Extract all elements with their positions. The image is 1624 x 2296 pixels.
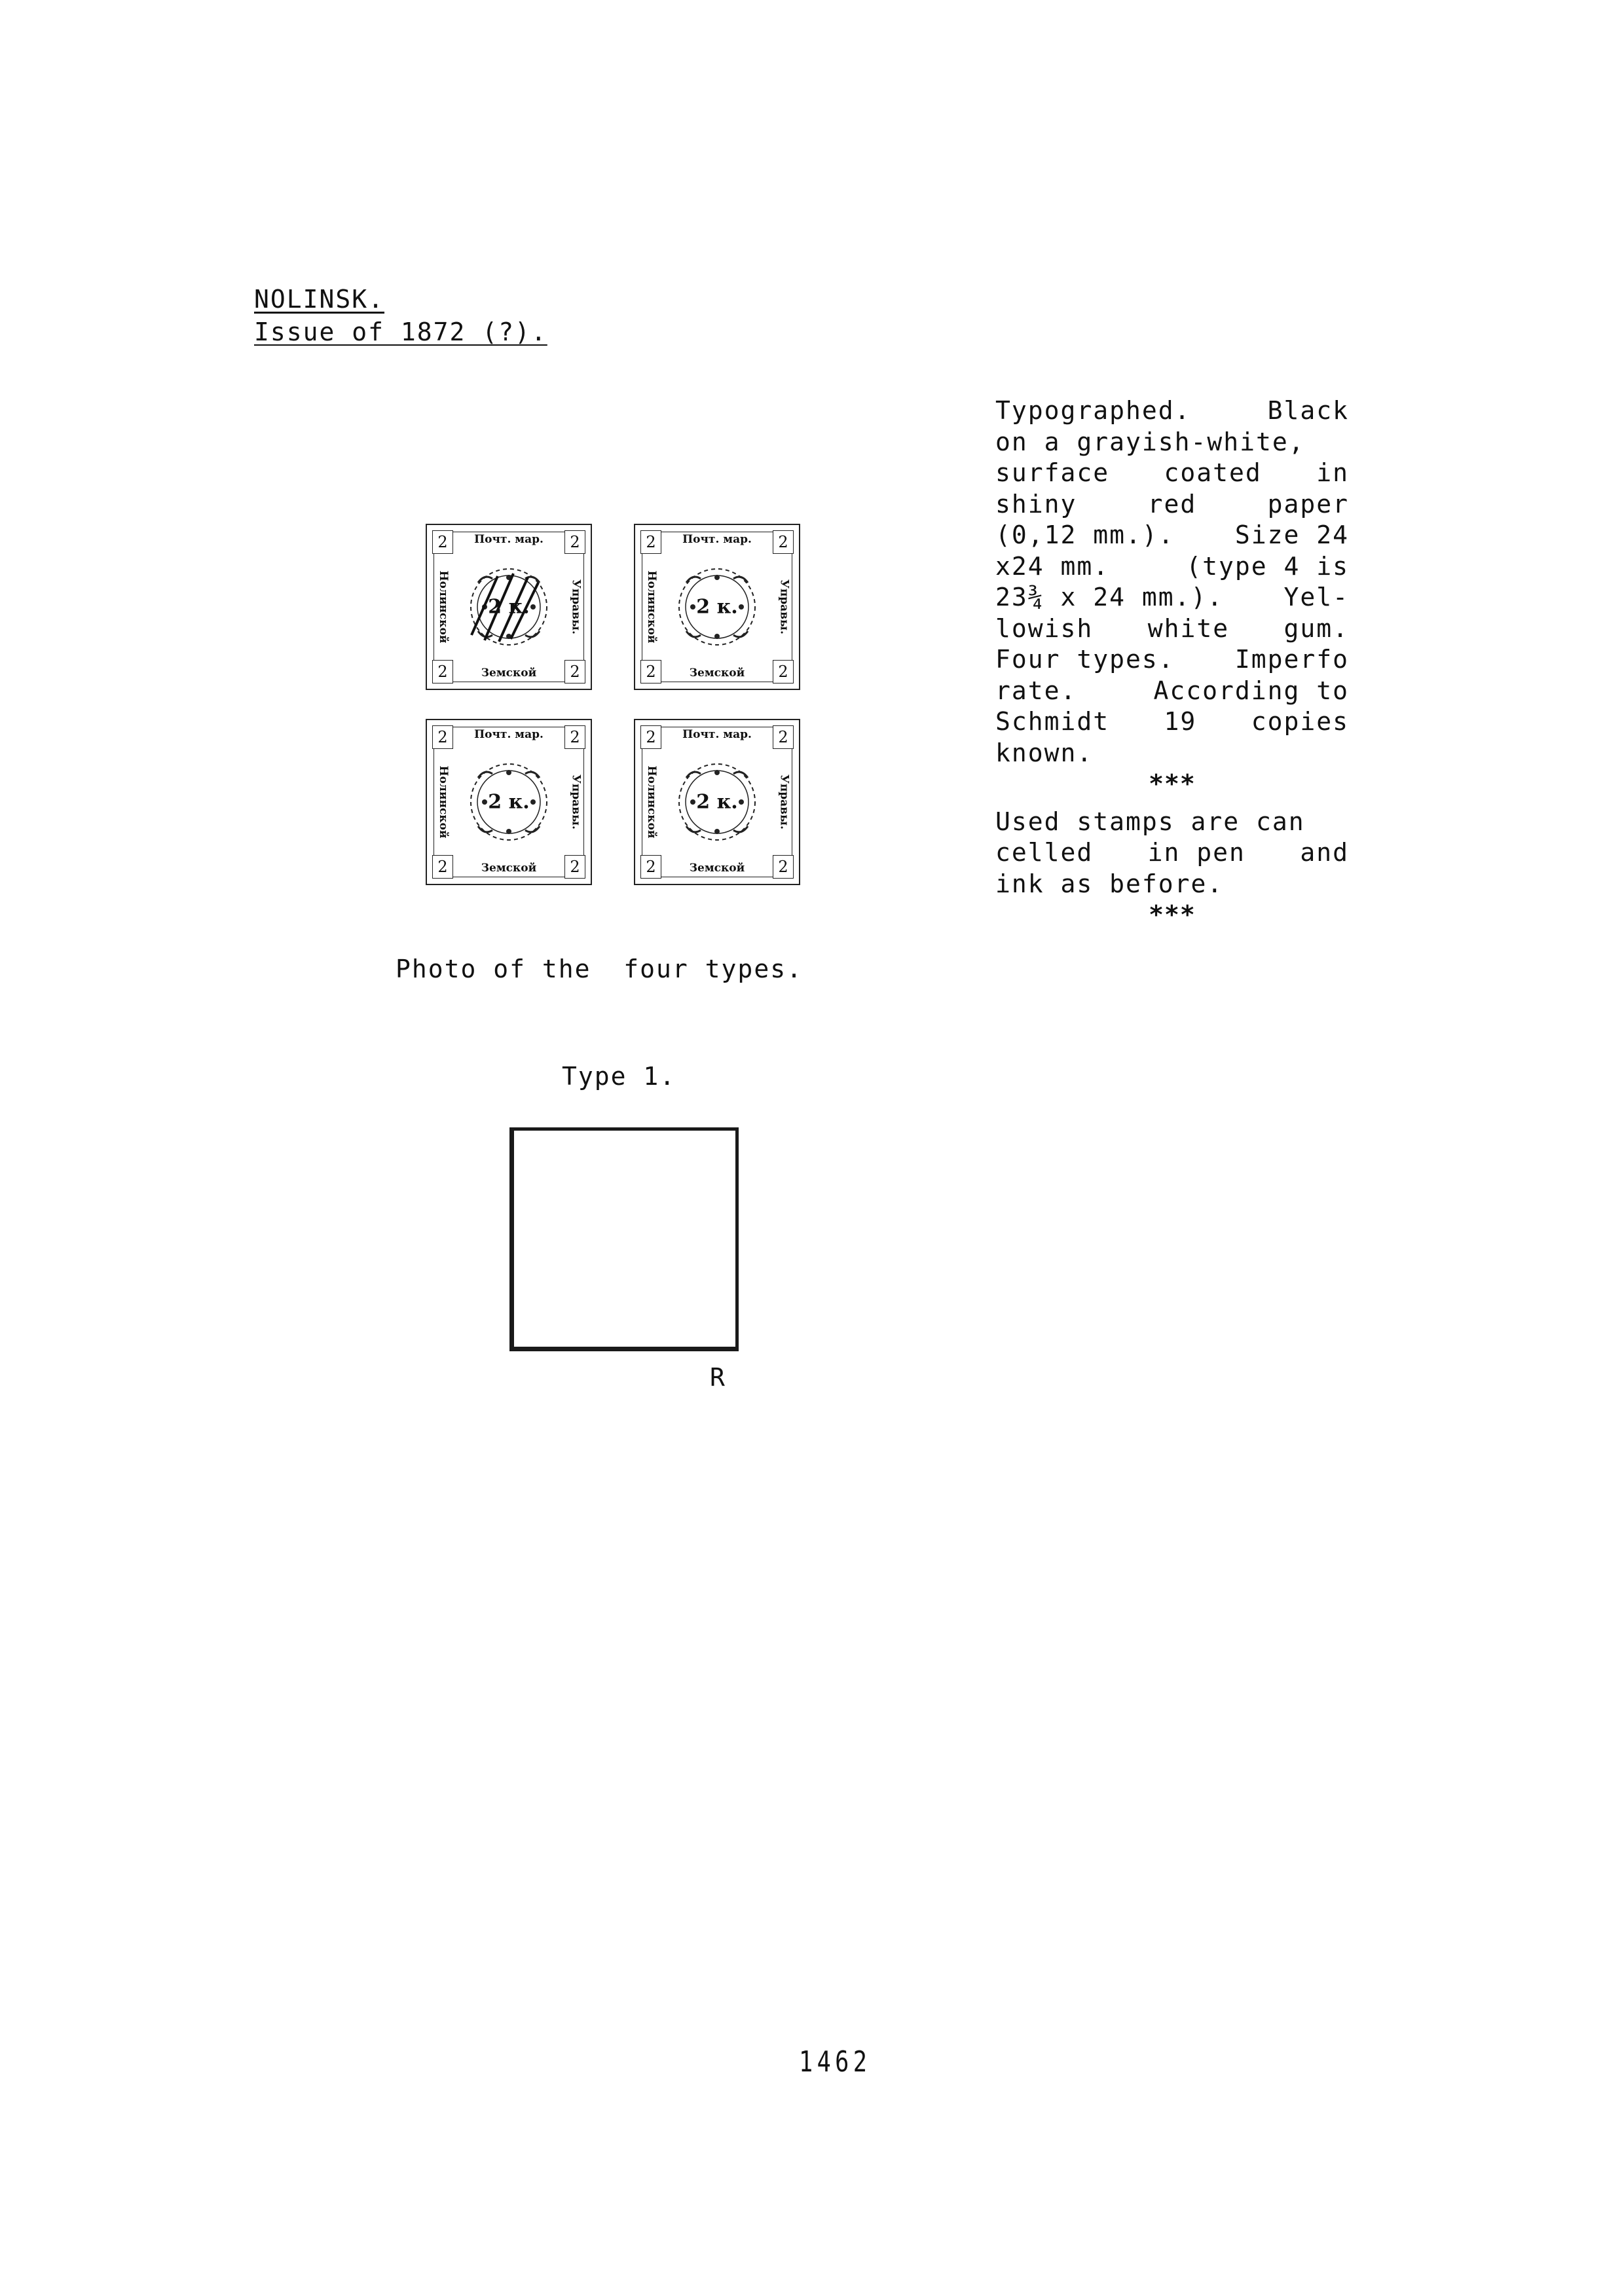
- stamp-corner-value: 2: [773, 725, 794, 749]
- description-line: [995, 395, 1349, 427]
- description-word: Imperfo: [1234, 645, 1349, 674]
- description-word: paper: [1267, 489, 1349, 519]
- stamp-corner-value: 2: [564, 855, 585, 879]
- description-word: coated: [1164, 458, 1262, 487]
- stamp-bottom-text: Земской: [481, 862, 537, 875]
- stamp-bottom-text: Земской: [689, 862, 745, 875]
- description-word: gum.: [1283, 613, 1349, 643]
- stamp-right-text: Управы.: [777, 579, 791, 634]
- stamp-corner-value: 2: [640, 725, 661, 749]
- stamp-top-text: Почт. мар.: [474, 533, 544, 546]
- description-word: shiny: [995, 489, 1077, 519]
- stamp-center-value: 2 к.: [696, 790, 738, 814]
- stamp-left-text: Нолинской: [437, 765, 451, 839]
- description-word: surface: [995, 458, 1110, 487]
- stamp-left-text: Нолинской: [645, 765, 659, 839]
- stamp-corner-value: 2: [564, 660, 585, 683]
- stamp-corner-value: 2: [640, 855, 661, 879]
- description-line: [995, 582, 1349, 613]
- stamp-type-2: [634, 524, 800, 690]
- issue-title: Issue of 1872 (?).: [254, 318, 547, 346]
- stamp-center-value: 2 к.: [488, 790, 530, 814]
- description-word: (0,12 mm.).: [995, 520, 1175, 549]
- description-line: [995, 458, 1349, 489]
- description-line: [995, 837, 1349, 869]
- description-line: [995, 807, 1349, 838]
- place-title: NOLINSK.: [254, 285, 385, 314]
- stamp-corner-value: 2: [773, 660, 794, 683]
- stamp-type-4: [634, 719, 800, 885]
- description-word: lowish: [995, 613, 1094, 643]
- stamp-left-text: Нолинской: [645, 570, 659, 644]
- stamp-corner-value: 2: [432, 855, 453, 879]
- stamp-corner-value: 2: [564, 530, 585, 554]
- description-word: in pen: [1147, 838, 1246, 867]
- description-line: [995, 520, 1349, 551]
- description-word: Yel-: [1283, 583, 1349, 611]
- description-column: [995, 395, 1349, 931]
- stamp-corner-value: 2: [773, 855, 794, 879]
- description-word: white: [1147, 613, 1230, 643]
- description-word: Size 24: [1234, 520, 1349, 549]
- stamp-corner-value: 2: [640, 660, 661, 683]
- stamp-corner-value: 2: [432, 530, 453, 554]
- description-word: x24 mm.: [995, 551, 1110, 581]
- description-word: celled: [995, 838, 1094, 867]
- stamp-right-text: Управы.: [569, 774, 583, 829]
- description-line: [995, 489, 1349, 520]
- description-line: [995, 644, 1349, 676]
- page-number: 1462: [799, 2045, 872, 2079]
- description-word: Used stamps are can: [995, 807, 1305, 836]
- photo-caption: Photo of the four types.: [396, 955, 803, 983]
- description-word: 23¾ x 24 mm.).: [995, 583, 1224, 611]
- stamp-right-text: Управы.: [569, 579, 583, 634]
- stamp-type-3: [426, 719, 592, 885]
- stamp-corner-value: 2: [773, 530, 794, 554]
- description-line: [995, 551, 1349, 583]
- heading: [254, 283, 547, 348]
- description-word: ink as before.: [995, 869, 1224, 898]
- description-word: rate.: [995, 676, 1077, 705]
- description-line: [995, 676, 1349, 707]
- stamp-center-value: 2 к.: [696, 595, 738, 619]
- description-word: in: [1316, 458, 1349, 487]
- description-word: known.: [995, 738, 1094, 767]
- type-1-diagram-box: [509, 1127, 739, 1351]
- stamp-bottom-text: Земской: [689, 666, 745, 680]
- description-line: [995, 427, 1349, 458]
- description-word: Typographed.: [995, 396, 1191, 425]
- stamp-top-text: Почт. мар.: [682, 533, 752, 546]
- stamp-top-text: Почт. мар.: [682, 728, 752, 741]
- description-word: According to: [1153, 676, 1349, 705]
- stamp-bottom-text: Земской: [481, 666, 537, 680]
- box-mark: R: [710, 1363, 726, 1392]
- stamp-corner-value: 2: [432, 660, 453, 683]
- description-word: Black: [1267, 396, 1349, 425]
- separator-stars: ***: [1149, 769, 1196, 798]
- stamp-top-text: Почт. мар.: [474, 728, 544, 741]
- separator-stars: ***: [1149, 900, 1196, 929]
- stamp-corner-value: 2: [640, 530, 661, 554]
- description-word: on a grayish-white,: [995, 427, 1305, 456]
- description-lines: [995, 395, 1349, 769]
- stamp-corner-value: 2: [432, 725, 453, 749]
- stamp-type-1: [426, 524, 592, 690]
- description-word: Four types.: [995, 645, 1175, 674]
- description-word: red: [1147, 489, 1197, 519]
- description-word: 19: [1164, 707, 1197, 736]
- description-line: [995, 613, 1349, 645]
- description-line: [995, 869, 1349, 900]
- stamp-right-text: Управы.: [777, 774, 791, 829]
- description-word: copies: [1251, 707, 1349, 736]
- stamp-center-value: 2 к.: [488, 595, 530, 619]
- description-lines-used: [995, 807, 1349, 900]
- description-line: [995, 706, 1349, 738]
- description-word: and: [1300, 838, 1349, 867]
- description-word: (type 4 is: [1186, 551, 1349, 581]
- stamp-corner-value: 2: [564, 725, 585, 749]
- description-word: Schmidt: [995, 707, 1110, 736]
- type-label: Type 1.: [562, 1062, 676, 1091]
- description-line: [995, 738, 1349, 769]
- stamp-left-text: Нолинской: [437, 570, 451, 644]
